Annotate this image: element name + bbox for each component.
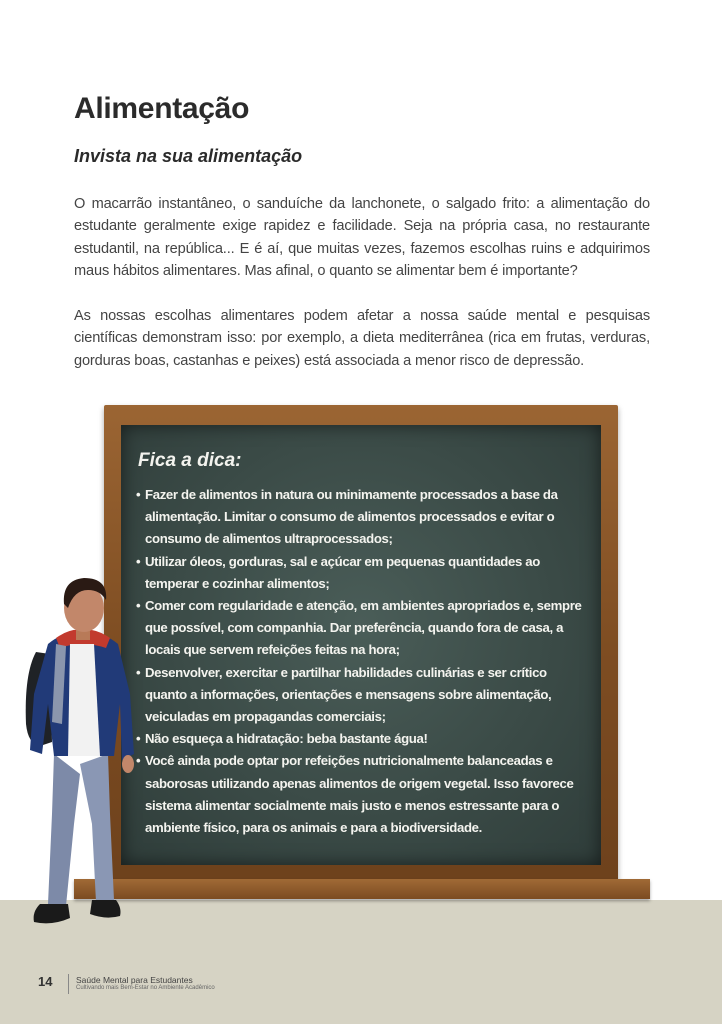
tips-list	[136, 484, 588, 839]
bullet-icon: •	[136, 664, 141, 680]
tips-title: Fica a dica:	[138, 450, 242, 471]
chalkboard-ledge	[74, 879, 650, 899]
bullet-icon: •	[136, 553, 141, 569]
tip-text: Não esqueça a hidratação: beba bastante água!	[145, 731, 428, 747]
tip-text: Você ainda pode optar por refeições nutricionalmente balanceadas e saborosas utilizando apenas alimentos de origem vegetal. Isso favorece sistema alimentar socialmente mais justo e menos estressante para o ambiente físico, para os animais e para a biodiversidade.	[145, 753, 574, 836]
student-illustration	[22, 574, 142, 936]
footer-title: Saúde Mental para Estudantes	[76, 975, 193, 985]
tip-text: Comer com regularidade e atenção, em ambientes apropriados e, sempre que possível, com companhia. Dar preferência, quando fora de casa, a locais que servem refeições feitas na hora;	[145, 598, 582, 658]
bullet-icon: •	[136, 731, 141, 747]
page-number: 14	[38, 974, 53, 989]
bullet-icon: •	[136, 487, 141, 502]
tip-text: Fazer de alimentos in natura ou minimamente processados a base da alimentação. Limitar o consumo de alimentos processados e evitar o consumo de alimentos ultraprocessados;	[145, 487, 558, 547]
footer-divider	[68, 974, 69, 994]
research-paragraph: As nossas escolhas alimentares podem afetar a nossa saúde mental e pesquisas científicas demonstram isso: por exemplo, a dieta mediterrânea (rica em frutas, verduras, gorduras boas, castanhas e peixes) está associada a menor risco de depressão.	[74, 308, 650, 369]
bullet-icon: •	[136, 753, 141, 769]
tip-text: Desenvolver, exercitar e partilhar habilidades culinárias e ser crítico quanto a informações, orientações e mensagens sobre alimentação, veiculadas em propagandas comerciais;	[145, 664, 552, 725]
footer-subtitle: Cultivando mais Bem-Estar no Ambiente Acadêmico	[76, 985, 215, 991]
section-subtitle: Invista na sua alimentação	[74, 146, 303, 166]
tip-item	[136, 662, 588, 729]
tip-item	[136, 728, 588, 750]
tip-text: Utilizar óleos, gorduras, sal e açúcar em pequenas quantidades ao temperar e cozinhar alimentos;	[145, 553, 540, 591]
intro-paragraph: O macarrão instantâneo, o sanduíche da lanchonete, o salgado frito: a alimentação do estudante geralmente exige rapidez e facilidade. Seja na própria casa, no restaurante estudantil, na república... E é aí, que muitas vezes, fazemos escolhas ruins e adquirimos maus hábitos alimentares. Mas afinal, o quanto se alimentar bem é importante?	[74, 196, 650, 280]
tip-item	[136, 750, 588, 839]
tip-item	[136, 595, 588, 662]
tip-item	[136, 484, 588, 551]
page-title: Alimentação	[74, 92, 250, 125]
bullet-icon: •	[136, 598, 141, 614]
tip-item	[136, 551, 588, 595]
